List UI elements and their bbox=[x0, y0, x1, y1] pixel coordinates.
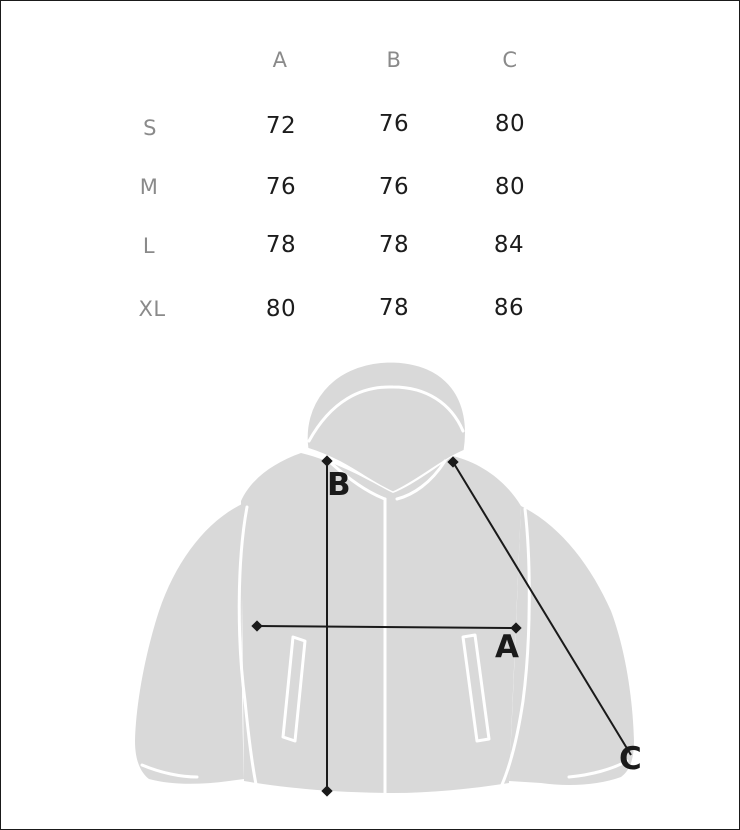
measurement-a-label: A bbox=[495, 629, 519, 665]
cell-xl-a: 80 bbox=[265, 296, 297, 322]
column-header-a: A bbox=[272, 48, 288, 72]
cell-m-c: 80 bbox=[494, 174, 526, 200]
row-label-xl: XL bbox=[138, 297, 166, 321]
cell-m-b: 76 bbox=[378, 174, 410, 200]
column-header-b: B bbox=[386, 48, 402, 72]
cell-l-c: 84 bbox=[493, 232, 525, 258]
cell-xl-c: 86 bbox=[493, 295, 525, 321]
jacket-illustration bbox=[135, 361, 634, 793]
measurement-b-label: B bbox=[327, 467, 351, 503]
cell-s-b: 76 bbox=[378, 111, 410, 137]
jacket-diagram bbox=[1, 1, 739, 829]
cell-xl-b: 78 bbox=[378, 295, 410, 321]
cell-l-a: 78 bbox=[265, 232, 297, 258]
cell-s-a: 72 bbox=[265, 113, 297, 139]
jacket-left-sleeve bbox=[135, 503, 244, 784]
cell-l-b: 78 bbox=[378, 232, 410, 258]
row-label-m: M bbox=[139, 175, 159, 199]
row-label-l: L bbox=[142, 234, 156, 258]
measurement-c-label: C bbox=[619, 741, 642, 777]
cell-m-a: 76 bbox=[265, 174, 297, 200]
cell-s-c: 80 bbox=[494, 111, 526, 137]
row-label-s: S bbox=[143, 116, 157, 140]
column-header-c: C bbox=[502, 48, 518, 72]
